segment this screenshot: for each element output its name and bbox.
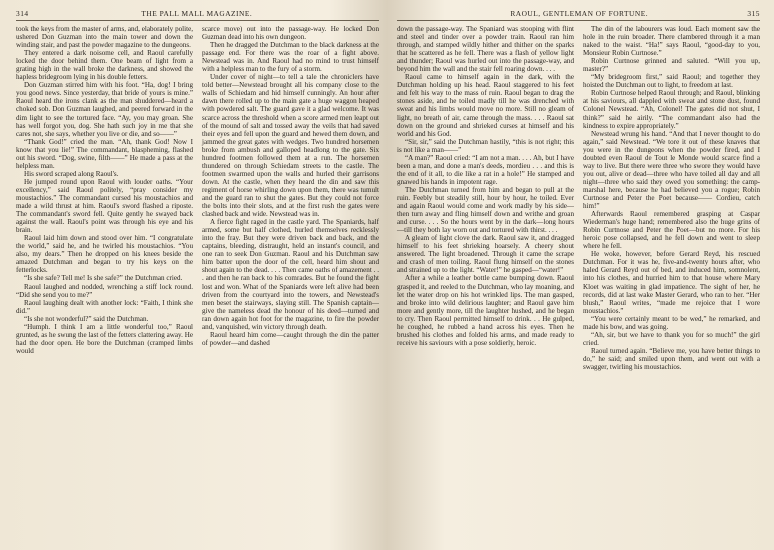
paragraph: After a while a leather bottle came bumping down. Raoul grasped it, and reeled to the Dutchman, who lay moaning, and let the water drop on his hot wrinkled lips. The man gasped, and broke into wild delirious laughter; and Raoul gave him more and gently more, till the laughter hushed, and he began to cry. Then Raoul permitted himself to drink. . . He gulped, he coughed, he rubbed a hand across his eyes. Then he brushed his clothes and folded his arms, and made ready to receive his saviours with a pose soldierly, heroic. [397, 274, 574, 347]
left-col-1 [16, 25, 193, 355]
paragraph: “Ah, sir, but we have to thank you for so much!” the girl cried. [583, 330, 760, 347]
paragraph: “My bridegroom first,” said Raoul; and together they hoisted the Dutchman out to light, to freedom at last. [583, 73, 760, 90]
paragraph: “Sir, sir,” said the Dutchman hastily, “this is not right; this is not like a man——” [397, 137, 574, 154]
paragraph: Raoul heard him come—caught through the din the patter of powder—and dashed [202, 330, 379, 347]
paragraph: “Is she safe? Tell me! Is she safe?” the Dutchman cried. [24, 274, 183, 283]
left-page-header [16, 8, 379, 19]
running-title-right: RAOUL, GENTLEMAN OF FORTUNE. [510, 9, 649, 18]
paragraph: scarce move) out into the passage-way. He locked Don Guzman dead into his own dungeon. [202, 25, 379, 42]
paragraph: A fierce fight raged in the castle yard. The Spaniards, half armed, some but half clothed, hurled themselves recklessly into the fray. But they were driven back and back, and the captains, bleeding, distraught, held an instant's council, and one ran to seek Don Guzman. Raoul and his Dutchman saw him batter upon the door of the cell, heard him shout and shout again to the dead. . . . Then came oaths of amazement . . . and then he ran back to his comrades. But he found the fight lost and won. What of the Spaniards were left alive had been driven from the courtyard into the towers, and Newstead's men beset the stairways, slaying still. The Spanish captain—give the nameless dead the honour of his deed—turned and ran down again hot foot for the magazine, to fire the powder and, vanquished, win victory through death. [202, 218, 379, 331]
paragraph: Robin Curtnose grinned and saluted. “Will you up, master?” [583, 57, 760, 74]
paragraph: His sword scraped along Raoul's. [24, 169, 119, 178]
paragraph: Robin Curtnose helped Raoul through; and Raoul, blinking at his saviours, all dappled with sweat and stone dust, found Colonel Newstead. “Ah, Colonel! The gates did not shut, I think?” said he airily. “The commandant also had the kindness to expire appropriately.” [583, 89, 760, 130]
right-page-header [397, 8, 760, 19]
paragraph: “Humph. I think I am a little wonderful too,” Raoul grunted, as he swung the last of the fetters clattering away. He had the door open. He bore the Dutchman (cramped limbs would [16, 322, 193, 355]
paragraph: Raoul laid him down and stood over him. “I congratulate the world,” said he, and he twirled his moustachios. “You also, my dears.” Then he dropped on his knees beside the amazed Dutchman and began to try his keys on the fetterlocks. [16, 234, 193, 275]
header-rule-left [16, 20, 379, 21]
paragraph: “You were certainly meant to be wed,” he remarked, and made his bow, and was going. [583, 314, 760, 331]
paragraph: The din of the labourers was loud. Each moment saw the hole in the ruin broader. There clambered through it a man naked to the waist. “Ha!” says Raoul, “good-day to you, Monsieur Robin Curtnose.” [583, 25, 760, 58]
paragraph: Afterwards Raoul remembered grasping at Caspar Wiederman's huge hand; remembered also the huge grins of Robin Curtnose and Peter the Poet—but no more. For his heroic pose collapsed, and he fell down and went to sleep where he fell. [583, 210, 760, 251]
page-number-left: 314 [16, 9, 29, 18]
left-col-2 [202, 25, 379, 355]
paragraph: He woke, however, before Gerard Reyd, his rescued Dutchman. For it was he, five-and-twenty hours after, who haled Gerard Reyd out of bed, and induced him, somnolent, into his clothes, and hurried him to that house where Mary Kloet was waiting in glad impatience. The sight of her, he records, did at last wake Master Gerard, who ran to her. “Her blush,” Raoul writes, “made me rejoice that I wore moustachios.” [583, 250, 760, 315]
paragraph: Raoul laughed and nodded, wrenching a stiff lock round. “Did she send you to me?” [16, 282, 193, 299]
page-number-right: 315 [747, 9, 760, 18]
paragraph: Don Guzman stirred him with his foot. “Ha, dog! I bring you good news. Since yesterday, that bride of yours is mine.” Raoul heard the irons clank as the man shuddered—heard a choked sob. Don Guzman laughed, and peered forward in the dim light to see the tortured face. “Ay, you may groan. She has well forgot you, dog. She hath such joy in me that she cares not, she says, whether you live or die, and so——” [16, 81, 193, 138]
paragraph: Under cover of night—to tell a tale the chroniclers have told better—Newstead brought all his company close to the walls of Schiedam and hid himself cunningly. An hour after dawn there rolled up to the main gate a huge waggon heaped with powdered salt. The guard gave it a glad welcome. It was scarce across the threshold when a score armed men leapt out of the mound of salt and tossed away the veils that had saved their eyes and fell upon the guard and hewed them down, and jammed the great gates with wedges. Two hundred horsemen broke from ambush and galloped headlong to the gate. Six hundred footmen followed them at a run. The horsemen thundered on through Schiedam streets to the castle. The footmen swarmed upon the walls and hurled their garrisons down. At the castle, when they heard the din and saw this regiment of horse whirling down upon them, there was tumult and the guard ran to shut the gates. But they could not force the bolts into their slots, and at the first rush the gates were clashed back and wide. Newstead was in. [202, 73, 379, 219]
right-columns [397, 25, 760, 371]
paragraph: Raoul turned again. “Believe me, you have better things to do,” he said; and smiled upon them, and went out with a swagger, twirling his moustachios. [583, 346, 760, 371]
paragraph: down the passage-way. The Spaniard was stooping with flint and steel and tinder over a powder train. Raoul ran him through, and stamped wildly hither and thither on the sparks that he scattered as he fell. There was a flash of yellow light and thunder; Raoul was hurled out into the passage-way, and beyond him the wall and the stair fell roaring down. . . . [397, 25, 574, 74]
paragraph: “A man?” Raoul cried: “I am not a man. . . . Ah, but I have been a man, and done a man's deeds, mordieu . . . and this is the end of it all, to die like a rat in a hole!” He stamped and gnawed his hands in impotent rage. [397, 153, 574, 186]
left-columns [16, 25, 379, 355]
paragraph: Newstead wrung his hand. “And that I never thought to do again,” said Newstead. “We tore it out of these knaves that you were in the dungeons when the powder fired, and I doubted even Raoul de Tout le Monde would scarce find a way to live. But there were three who swore they would have you out, alive or dead—three who have toiled all day and all night—three who said they owed you something: the camp-marshal here, because he had believed you a rogue; Robin Curtnose and Peter the Poet because—— Cordieu, catch him!” [583, 129, 760, 211]
paragraph: The Dutchman turned from him and began to pull at the ruin. Feebly but steadily still, hour by hour, he toiled. Ever and again Raoul would come and work madly by his side—then turn away and fling himself down and writhe and groan and curse. . . . So the hours went by in the dark—long hours—till they both lay worn out and tortured with thirst. . . . [397, 185, 574, 235]
paragraph: Raoul came to himself again in the dark, with the Dutchman holding up his head. Raoul staggered to his feet and felt his way to the mass of ruin. Raoul began to drag the stones aside, and he toiled madly till he was drenched with sweat and his limbs would move no more. Still no gleam of light, no breath of air, came through the mass. . . . Raoul sat down on the ground and shrieked curses at himself and his world and his God. [397, 73, 574, 138]
paragraph: Then he dragged the Dutchman to the black darkness at the passage end. For there was the roar of a fight above. Newstead was in. And Raoul had no mind to trust himself with a helpless man to the fury of a storm. [202, 41, 379, 74]
right-page [387, 0, 774, 550]
header-rule-right [397, 20, 760, 21]
paragraph: He jumped round upon Raoul with louder oaths. “Your excellency,” said Raoul politely, “pray consider my moustachios.” The commandant cursed his moustachios and made a wild thrust at him. Raoul's sword flashed a riposte. The commandant's sword fell. Quite gently he swayed back against the wall. Raoul's point was through his eye and his brain. [16, 177, 193, 235]
paragraph: Raoul laughing dealt with another lock: “Faith, I think she did.” [16, 298, 193, 315]
right-col-1 [397, 25, 574, 371]
paragraph: took the keys from the master of arms, and, elaborately polite, ushered Don Guzman into the main tower and down the winding stair, and past the powder magazine to the dungeons. [16, 25, 193, 50]
paragraph: “Thank God!” cried the man. “Ah, thank God! Now I know that you lie!” The commandant, blaspheming, flashed out his sword. “Dog, swine, filth——” He made a pass at the helpless man. [16, 137, 193, 170]
running-title-left: THE PALL MALL MAGAZINE. [141, 9, 253, 18]
paragraph: “Is she not wonderful?” said the Dutchman. [24, 314, 149, 323]
paragraph: A gleam of light clove the dark. Raoul saw it, and dragged himself to his feet shrieking hoarsely. A cheery shout answered. The light broadened. Through it came the scrape and crash of men toiling. Raoul flung himself on the stones and strained up to the light. “Water!” he gasped—“water!” [397, 234, 574, 275]
paragraph: They entered a dark noisome cell, and Raoul carefully locked the door behind them. One beam of light from a grating high in the wall broke the darkness, and showed the hapless bridegroom lying in his double fetters. [16, 49, 193, 82]
right-col-2 [583, 25, 760, 371]
